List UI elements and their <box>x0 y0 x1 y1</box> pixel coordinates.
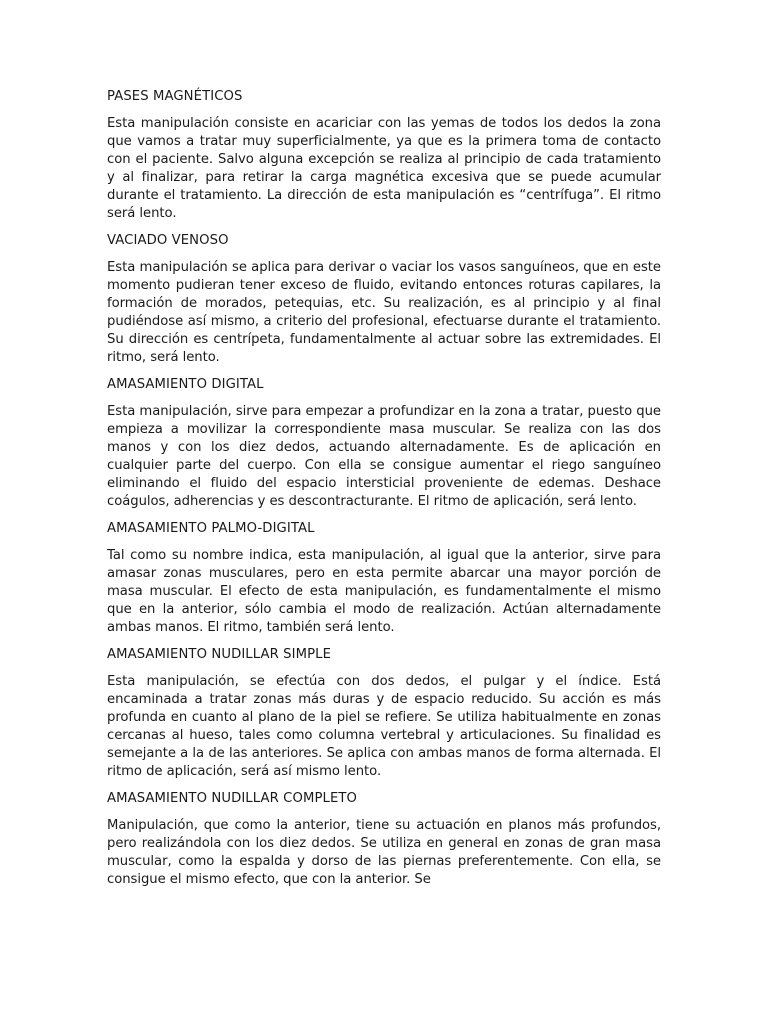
section-paragraph: Manipulación, que como la anterior, tiene su actuación en planos más profundos, pero realizándola con los diez dedos. Se utiliza en general en zonas de gran masa muscular, como la espalda y dorso de las piernas preferentemente. Con ella, se consigue el mismo efecto, que con la anterior. Se <box>107 818 661 887</box>
section-paragraph: Esta manipulación, se efectúa con dos dedos, el pulgar y el índice. Está encaminada a tratar zonas más duras y de espacio reducido. Su acción es más profunda en cuanto al plano de la piel se refiere. Se utiliza habitualmente en zonas cercanas al hueso, tales como columna vertebral y articulaciones. Su finalidad es semejante a la de las anteriores. Se aplica con ambas manos de forma alternada. El ritmo de aplicación, será así mismo lento. <box>107 674 661 779</box>
section-heading: AMASAMIENTO PALMO-DIGITAL <box>107 521 315 536</box>
section-pases-magneticos <box>107 88 661 223</box>
section-vaciado-venoso <box>107 232 661 367</box>
section-amasamiento-nudillar-simple <box>107 646 661 781</box>
section-heading: PASES MAGNÉTICOS <box>107 89 243 104</box>
section-heading: AMASAMIENTO NUDILLAR SIMPLE <box>107 647 332 662</box>
section-paragraph: Tal como su nombre indica, esta manipulación, al igual que la anterior, sirve para amasar zonas musculares, pero en esta permite abarcar una mayor porción de masa muscular. El efecto de esta manipulación, es fundamentalmente el mismo que en la anterior, sólo cambia el modo de realización. Actúan alternadamente ambas manos. El ritmo, también será lento. <box>107 548 661 635</box>
section-heading: VACIADO VENOSO <box>107 233 229 248</box>
section-heading: AMASAMIENTO NUDILLAR COMPLETO <box>107 791 358 806</box>
section-heading: AMASAMIENTO DIGITAL <box>107 377 264 392</box>
section-amasamiento-nudillar-completo <box>107 790 661 889</box>
section-amasamiento-palmo-digital <box>107 520 661 637</box>
section-amasamiento-digital <box>107 376 661 511</box>
document-page <box>107 88 661 898</box>
section-paragraph: Esta manipulación se aplica para derivar o vaciar los vasos sanguíneos, que en este momento pudieran tener exceso de fluido, evitando entonces roturas capilares, la formación de morados, petequias, etc. Su realización, es al principio y al final pudiéndose así mismo, a criterio del profesional, efectuarse durante el tratamiento. Su dirección es centrípeta, fundamentalmente al actuar sobre las extremidades. El ritmo, será lento. <box>107 260 661 365</box>
section-paragraph: Esta manipulación consiste en acariciar con las yemas de todos los dedos la zona que vamos a tratar muy superficialmente, ya que es la primera toma de contacto con el paciente. Salvo alguna excepción se realiza al principio de cada tratamiento y al finalizar, para retirar la carga magnética excesiva que se puede acumular durante el tratamiento. La dirección de esta manipulación es “centrífuga”. El ritmo será lento. <box>107 116 661 221</box>
section-paragraph: Esta manipulación, sirve para empezar a profundizar en la zona a tratar, puesto que empieza a movilizar la correspondiente masa muscular. Se realiza con las dos manos y con los diez dedos, actuando alternadamente. Es de aplicación en cualquier parte del cuerpo. Con ella se consigue aumentar el riego sanguíneo eliminando el fluido del espacio intersticial proveniente de edemas. Deshace coágulos, adherencias y es descontracturante. El ritmo de aplicación, será lento. <box>107 404 661 509</box>
